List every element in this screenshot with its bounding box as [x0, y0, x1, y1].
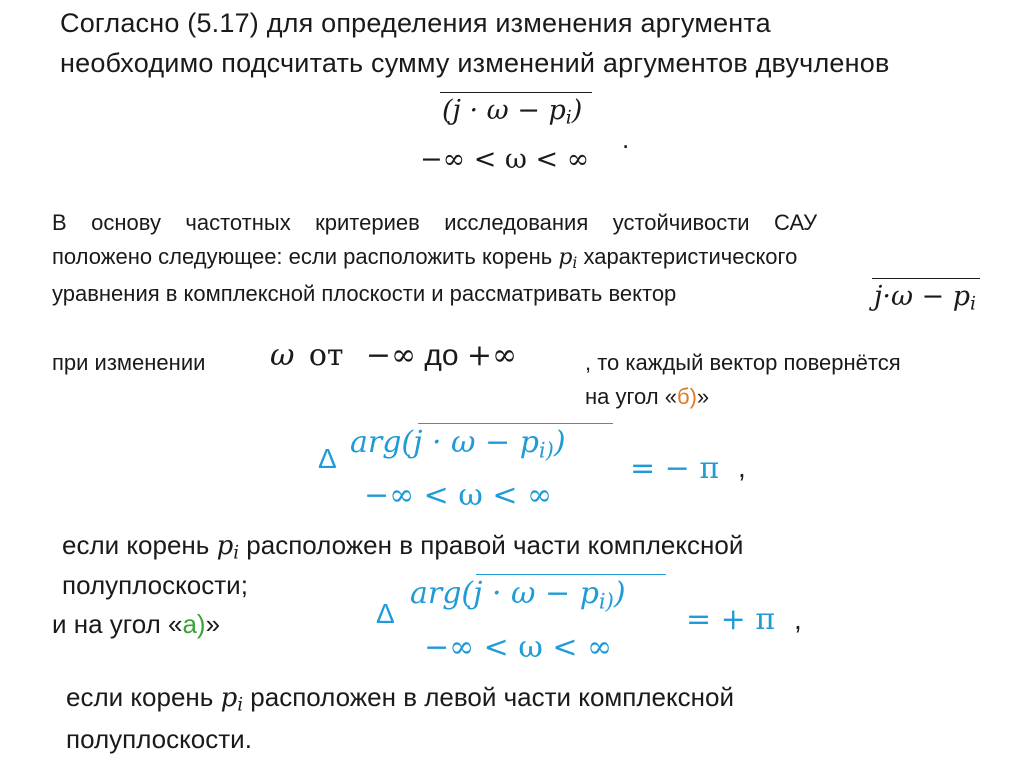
formula-a-value: = + π [686, 602, 776, 637]
formula-b-close: ) [553, 425, 566, 460]
case-left-p: p [220, 683, 238, 713]
formula-b-delta: Δ [318, 443, 337, 474]
change-result-pre: на угол « [585, 384, 677, 409]
para-line-2-pre: положено следующее: если расположить корень [52, 244, 559, 269]
formula-b-overline [418, 423, 613, 425]
para-root-sub: i [572, 253, 578, 272]
formula-a-arg [410, 576, 626, 613]
vector-text: j·ω − p [874, 281, 971, 312]
case-right-line-2: полуплоскости; [62, 570, 248, 600]
change-result-line-1: , то каждый вектор повернётся [585, 350, 901, 375]
change-minus-inf: −∞ [365, 338, 416, 373]
formula-b-comma: , [738, 452, 746, 483]
change-range [270, 338, 517, 373]
case-right-line-3-pre: и на угол « [52, 609, 183, 639]
para-line-3: уравнения в комплексной плоскости и рассматривать вектор [52, 281, 677, 306]
case-right-p: p [216, 531, 234, 561]
formula-a-comma: , [794, 604, 802, 635]
case-right-line-1 [62, 530, 743, 564]
vector-sub: i [970, 292, 977, 315]
case-left-pre: если корень [66, 682, 221, 712]
formula-1-sub: i [565, 106, 572, 129]
case-left-line-2: полуплоскости. [66, 724, 252, 754]
formula-b-limits: −∞ < ω < ∞ [364, 478, 552, 513]
case-right-line-3 [52, 609, 220, 640]
para-line-1: В основу частотных критериев исследования устойчивости САУ [52, 210, 818, 235]
change-plus-inf: +∞ [466, 338, 517, 373]
intro-line-2: необходимо подсчитать сумму изменений аргументов двучленов [60, 48, 890, 78]
formula-b-arg-text: arg(j · ω − p [350, 425, 539, 460]
change-omega: ω [270, 338, 295, 373]
formula-a-overline [476, 574, 666, 576]
case-left-post: расположен в левой части комплексной [243, 682, 734, 712]
formula-b-arg [350, 425, 566, 462]
formula-1-numerator [440, 92, 592, 129]
para-line-2-post: характеристического [577, 244, 798, 269]
formula-a-arg-text: arg(j · ω − p [410, 576, 599, 611]
para-root-p: p [558, 245, 573, 270]
case-left-sub: i [237, 694, 244, 716]
case-right-line-3-post: » [205, 609, 221, 639]
case-right-sub: i [233, 542, 240, 564]
change-result-line-2 [585, 384, 709, 410]
case-right-pre: если корень [62, 530, 217, 560]
formula-b-sub: i) [538, 438, 554, 463]
formula-a-sub: i) [598, 589, 614, 614]
formula-1-close: ) [571, 95, 583, 126]
intro-line-1: Согласно (5.17) для определения изменения аргумента [60, 8, 771, 38]
formula-1-limits: −∞ < ω < ∞ [420, 144, 590, 175]
case-right-post: расположен в правой части комплексной [239, 530, 744, 560]
formula-1 [440, 92, 592, 129]
case-left-line-1 [66, 682, 734, 716]
formula-a-limits: −∞ < ω < ∞ [424, 630, 612, 665]
vector-overline [872, 278, 980, 315]
formula-a-close: ) [613, 576, 626, 611]
vector-expression [872, 278, 980, 315]
para-line-2 [52, 244, 797, 272]
formula-1-dot: . [622, 124, 630, 154]
case-right-a: а) [182, 609, 206, 639]
change-label: при изменении [52, 350, 206, 375]
formula-b-value: = − π [630, 451, 720, 486]
formula-a-delta: Δ [376, 598, 395, 629]
change-result-b: б) [676, 384, 697, 409]
change-from: от [308, 338, 344, 373]
change-to: до [424, 339, 459, 372]
formula-1-numerator-text: (j · ω − p [442, 95, 566, 126]
change-result-post: » [696, 384, 710, 409]
